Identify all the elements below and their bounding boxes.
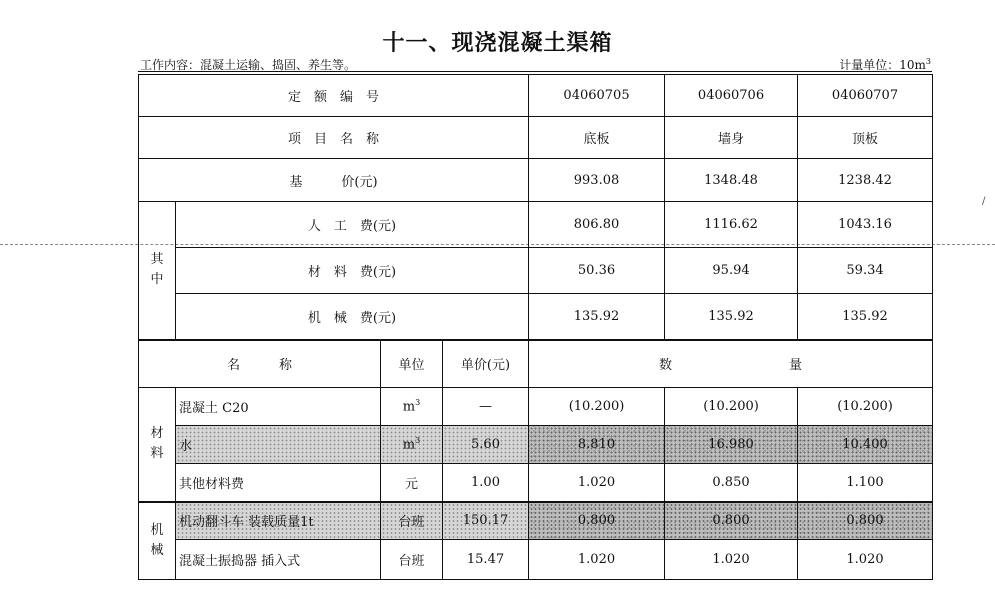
- code-label: 定 额 编 号: [139, 75, 529, 117]
- page-title: 十一、现浇混凝土渠箱: [382, 31, 613, 56]
- margin-mark: /: [982, 196, 986, 207]
- cost-cell: 1043.16: [798, 202, 933, 248]
- cost-label: 机 械 费(元): [176, 294, 529, 340]
- machinery-row: [139, 502, 933, 540]
- resource-name-header: 名 称: [139, 340, 381, 388]
- item-row: [139, 117, 933, 159]
- item-cell: 墙身: [665, 117, 798, 159]
- resource-name: 混凝土 C20: [176, 388, 381, 426]
- item-cell: 顶板: [798, 117, 933, 159]
- unit-superscript: 3: [415, 398, 421, 408]
- cost-group-label: 其 中: [139, 202, 176, 340]
- item-cell: 底板: [529, 117, 665, 159]
- code-row: [139, 75, 933, 117]
- resource-name: 机动翻斗车 装载质量1t: [176, 502, 381, 540]
- cost-row-machine: [139, 294, 933, 340]
- machinery-row: [139, 540, 933, 580]
- cost-row-labor: [139, 202, 933, 248]
- code-cell: 04060705: [529, 75, 665, 117]
- unit-superscript: 3: [415, 436, 421, 446]
- resource-qty: 0.800: [665, 502, 798, 540]
- resource-qty: 0.800: [529, 502, 665, 540]
- base-price-row: [139, 159, 933, 202]
- cost-cell: 95.94: [665, 248, 798, 294]
- resource-qty: 8.810: [529, 426, 665, 464]
- unit-superscript: 3: [925, 57, 931, 66]
- resource-price: 1.00: [443, 464, 529, 502]
- cost-cell: 135.92: [798, 294, 933, 340]
- resource-price: 150.17: [443, 502, 529, 540]
- code-cell: 04060707: [798, 75, 933, 117]
- resource-unit-header: 单位: [381, 340, 443, 388]
- resource-qty: (10.200): [665, 388, 798, 426]
- cost-label: 人 工 费(元): [176, 202, 529, 248]
- material-row: [139, 426, 933, 464]
- resource-price: 15.47: [443, 540, 529, 580]
- resource-name: 其他材料费: [176, 464, 381, 502]
- resource-unit: 台班: [381, 540, 443, 580]
- resource-unit: [381, 464, 443, 502]
- material-row: [139, 464, 933, 502]
- code-cell: 04060706: [665, 75, 798, 117]
- cost-cell: 50.36: [529, 248, 665, 294]
- resource-name: 水: [176, 426, 381, 464]
- quota-table: [138, 74, 933, 580]
- resource-header-row: [139, 340, 933, 388]
- cost-cell: 806.80: [529, 202, 665, 248]
- resource-unit: 台班: [381, 502, 443, 540]
- cost-label: 材 料 费(元): [176, 248, 529, 294]
- material-row: [139, 388, 933, 426]
- cost-cell: 59.34: [798, 248, 933, 294]
- resource-qty: 1.020: [665, 540, 798, 580]
- work-content: 工作内容：混凝土运输、捣固、养生等。: [140, 58, 357, 72]
- resource-qty: 0.800: [798, 502, 933, 540]
- base-price-label: 基 价(元): [139, 159, 529, 202]
- resource-price: —: [443, 388, 529, 426]
- machinery-group-label: 机 械: [139, 502, 176, 580]
- resource-qty: (10.200): [529, 388, 665, 426]
- resource-unit: [381, 426, 443, 464]
- resource-price-header: 单价(元): [443, 340, 529, 388]
- unit-prefix: 计量单位：10m: [839, 58, 926, 72]
- cost-cell: 135.92: [665, 294, 798, 340]
- resource-qty: 1.100: [798, 464, 933, 502]
- cost-cell: 1116.62: [665, 202, 798, 248]
- resource-qty-header: 数 量: [529, 340, 933, 388]
- resource-name: 混凝土振捣器 插入式: [176, 540, 381, 580]
- cost-cell: 135.92: [529, 294, 665, 340]
- resource-price: 5.60: [443, 426, 529, 464]
- resource-qty: 10.400: [798, 426, 933, 464]
- base-price-cell: 993.08: [529, 159, 665, 202]
- base-price-cell: 1348.48: [665, 159, 798, 202]
- resource-qty: 16.980: [665, 426, 798, 464]
- unit-text: 元: [404, 476, 418, 492]
- resource-qty: 0.850: [665, 464, 798, 502]
- unit-text: m: [402, 437, 416, 453]
- base-price-cell: 1238.42: [798, 159, 933, 202]
- resource-qty: 1.020: [529, 540, 665, 580]
- header-rule: [138, 71, 932, 72]
- item-label: 项 目 名 称: [139, 117, 529, 159]
- resource-qty: (10.200): [798, 388, 933, 426]
- resource-qty: 1.020: [529, 464, 665, 502]
- resource-unit: [381, 388, 443, 426]
- resource-qty: 1.020: [798, 540, 933, 580]
- materials-group-label: 材 料: [139, 388, 176, 502]
- cost-row-material: [139, 248, 933, 294]
- unit-text: m: [402, 399, 416, 415]
